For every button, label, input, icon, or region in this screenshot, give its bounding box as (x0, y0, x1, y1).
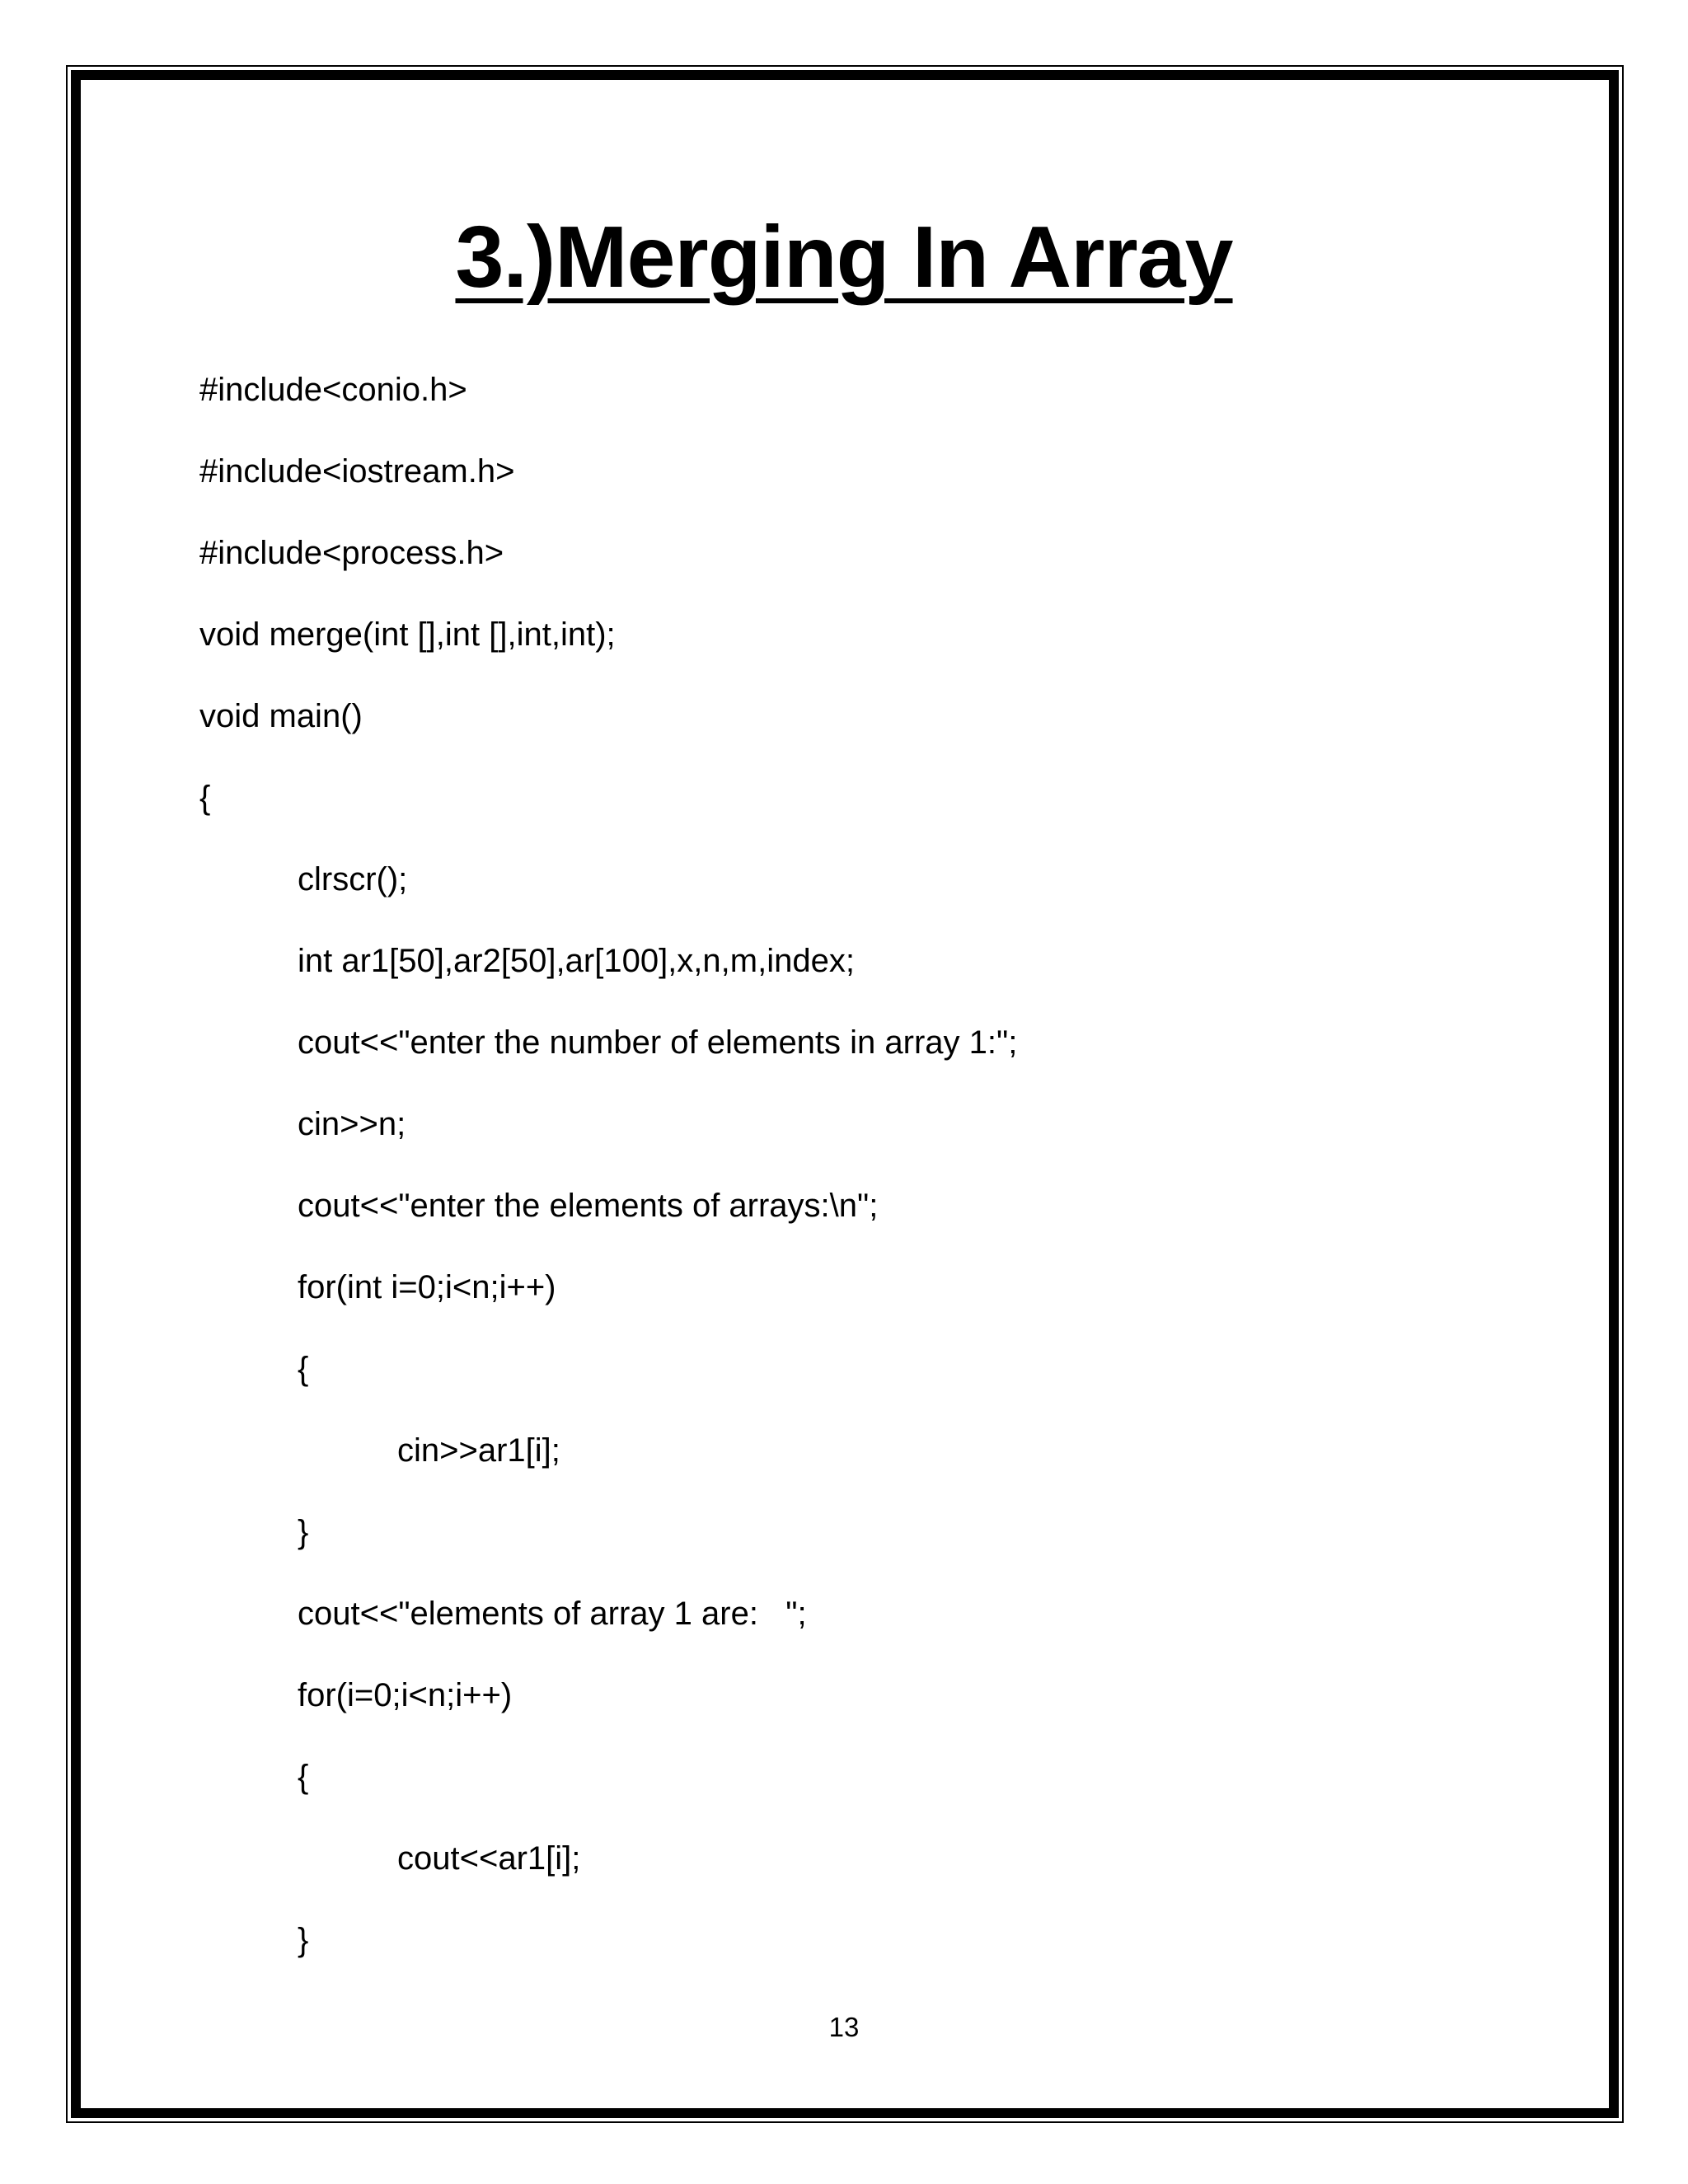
code-line: } (298, 1922, 309, 1958)
code-line: #include<iostream.h> (199, 453, 515, 490)
code-line: { (298, 1351, 309, 1387)
code-line: cout<<"enter the number of elements in array 1:"; (298, 1024, 1018, 1061)
code-line: cin>>n; (298, 1106, 406, 1142)
code-line: cout<<"elements of array 1 are: "; (298, 1596, 807, 1632)
code-line: void merge(int [],int [],int,int); (199, 616, 616, 653)
code-line: for(i=0;i<n;i++) (298, 1677, 513, 1713)
code-line: cout<<ar1[i]; (397, 1840, 581, 1877)
code-line: #include<conio.h> (199, 372, 467, 408)
code-line: cout<<"enter the elements of arrays:\n"; (298, 1188, 879, 1224)
code-line: cin>>ar1[i]; (397, 1432, 560, 1469)
code-line: #include<process.h> (199, 535, 504, 571)
code-line: { (298, 1759, 309, 1795)
code-line: for(int i=0;i<n;i++) (298, 1269, 556, 1305)
code-line: { (199, 780, 211, 816)
page-title-text: 3.)Merging In Array (455, 209, 1233, 306)
page-number: 13 (828, 2012, 860, 2042)
page-title (0, 208, 1688, 307)
code-line: int ar1[50],ar2[50],ar[100],x,n,m,index; (298, 943, 855, 979)
code-line: void main() (199, 698, 363, 734)
code-line: clrscr(); (298, 861, 408, 898)
code-line: } (298, 1514, 309, 1550)
